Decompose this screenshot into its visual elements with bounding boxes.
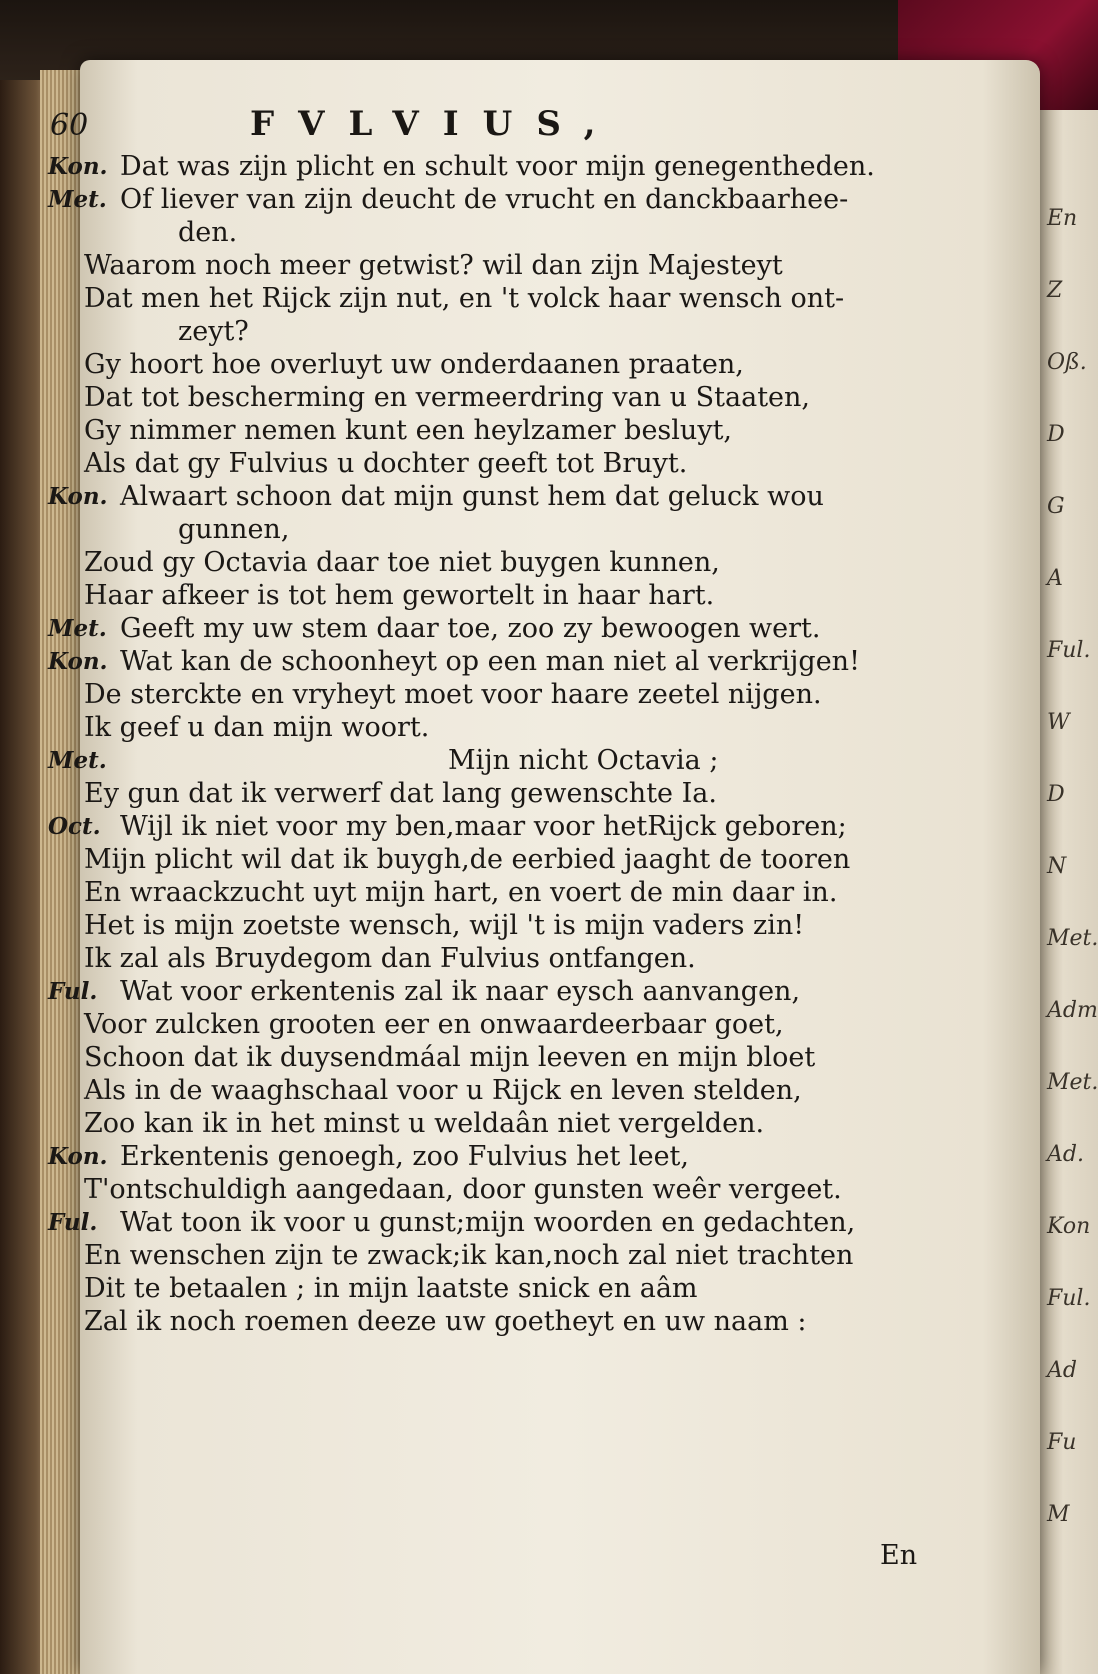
verse-text: gunnen, xyxy=(178,514,290,545)
speaker-label: Met. xyxy=(48,615,107,642)
text-line xyxy=(48,249,948,282)
facing-page-fragment: A xyxy=(1047,566,1063,591)
verse-text: den. xyxy=(178,217,238,248)
verse-text: Zoo kan ik in het minst u weldaân niet vergelden. xyxy=(84,1108,765,1139)
facing-page-fragment: Ad xyxy=(1047,1358,1077,1383)
text-line xyxy=(48,1041,948,1074)
verse-text: Als dat gy Fulvius u dochter geeft tot Bruyt. xyxy=(84,448,688,479)
text-line xyxy=(48,150,948,183)
text-line xyxy=(48,612,948,645)
facing-page-fragment: D xyxy=(1047,422,1065,447)
play-text xyxy=(48,150,948,1338)
text-line xyxy=(48,183,948,216)
facing-page-fragment: Ful. xyxy=(1047,638,1091,663)
verse-text: Wijl ik niet voor my ben,maar voor hetRijck geboren; xyxy=(120,811,847,842)
text-line xyxy=(48,480,948,513)
text-line xyxy=(48,381,948,414)
text-line xyxy=(48,282,948,315)
facing-page-fragment: M xyxy=(1047,1502,1070,1527)
verse-text: Gy nimmer nemen kunt een heylzamer besluyt, xyxy=(84,415,732,446)
verse-text: Als in de waaghschaal voor u Rijck en leven stelden, xyxy=(84,1075,802,1106)
facing-page-fragment: N xyxy=(1047,854,1067,879)
speaker-label: Met. xyxy=(48,186,107,213)
facing-page-fragment: Z xyxy=(1047,278,1063,303)
text-line xyxy=(48,777,948,810)
speaker-label: Kon. xyxy=(48,648,108,675)
facing-page-fragment: Met. xyxy=(1047,926,1098,951)
text-line xyxy=(48,216,948,249)
running-title: FVLVIUS, xyxy=(250,104,620,144)
speaker-label: Kon. xyxy=(48,153,108,180)
text-line xyxy=(48,942,948,975)
facing-page-fragment: Ad. xyxy=(1047,1142,1084,1167)
facing-page-fragment: W xyxy=(1047,710,1070,735)
text-line xyxy=(48,1107,948,1140)
text-line xyxy=(48,645,948,678)
running-head xyxy=(50,104,750,148)
speaker-label: Oct. xyxy=(48,813,101,840)
text-line xyxy=(48,909,948,942)
facing-page-fragment: En xyxy=(1047,206,1078,231)
text-line xyxy=(48,1272,948,1305)
verse-text: Mijn nicht Octavia ; xyxy=(448,745,719,776)
text-line xyxy=(48,1008,948,1041)
facing-page-fragment: Oß. xyxy=(1047,350,1087,375)
speaker-label: Met. xyxy=(48,747,107,774)
verse-text: Dat men het Rijck zijn nut, en 't volck haar wensch ont- xyxy=(84,283,845,314)
text-line xyxy=(48,1206,948,1239)
verse-text: En wenschen zijn te zwack;ik kan,noch zal niet trachten xyxy=(84,1240,854,1271)
text-line xyxy=(48,414,948,447)
verse-text: zeyt? xyxy=(178,316,249,347)
verse-text: Zal ik noch roemen deeze uw goetheyt en uw naam : xyxy=(84,1306,807,1337)
text-line xyxy=(48,315,948,348)
verse-text: Het is mijn zoetste wensch, wijl 't is mijn vaders zin! xyxy=(84,910,805,941)
verse-text: Dit te betaalen ; in mijn laatste snick en aâm xyxy=(84,1273,698,1304)
verse-text: Waarom noch meer getwist? wil dan zijn Majesteyt xyxy=(84,250,783,281)
text-line xyxy=(48,843,948,876)
verse-text: Schoon dat ik duysendmáal mijn leeven en mijn bloet xyxy=(84,1042,816,1073)
facing-page-fragment: D xyxy=(1047,782,1065,807)
text-line xyxy=(48,678,948,711)
verse-text: Alwaart schoon dat mijn gunst hem dat geluck wou xyxy=(120,481,824,512)
facing-page-fragment: G xyxy=(1047,494,1065,519)
verse-text: Wat toon ik voor u gunst;mijn woorden en gedachten, xyxy=(120,1207,856,1238)
text-line xyxy=(48,1140,948,1173)
page-number: 60 xyxy=(50,108,89,143)
verse-text: T'ontschuldigh aangedaan, door gunsten weêr vergeet. xyxy=(84,1174,842,1205)
verse-text: Mijn plicht wil dat ik buygh,de eerbied jaaght de tooren xyxy=(84,844,851,875)
verse-text: Zoud gy Octavia daar toe niet buygen kunnen, xyxy=(84,547,720,578)
verse-text: Haar afkeer is tot hem gewortelt in haar hart. xyxy=(84,580,715,611)
text-line xyxy=(48,1074,948,1107)
facing-page xyxy=(1035,110,1098,1674)
facing-page-fragment: Met. xyxy=(1047,1070,1098,1095)
text-line xyxy=(48,711,948,744)
text-line xyxy=(48,348,948,381)
verse-text: De sterckte en vryheyt moet voor haare zeetel nijgen. xyxy=(84,679,822,710)
text-line xyxy=(48,579,948,612)
verse-text: Erkentenis genoegh, zoo Fulvius het leet, xyxy=(120,1141,689,1172)
speaker-label: Ful. xyxy=(48,1209,98,1236)
text-line xyxy=(48,1239,948,1272)
verse-text: Ey gun dat ik verwerf dat lang gewenschte Ia. xyxy=(84,778,717,809)
verse-text: Wat kan de schoonheyt op een man niet al verkrijgen! xyxy=(120,646,860,677)
text-line xyxy=(48,876,948,909)
verse-text: Ik zal als Bruydegom dan Fulvius ontfangen. xyxy=(84,943,696,974)
verse-text: En wraackzucht uyt mijn hart, en voert de min daar in. xyxy=(84,877,838,908)
verse-text: Gy hoort hoe overluyt uw onderdaanen praaten, xyxy=(84,349,744,380)
facing-page-fragment: Adm xyxy=(1047,998,1098,1023)
text-line xyxy=(48,546,948,579)
speaker-label: Kon. xyxy=(48,1143,108,1170)
verse-text: Dat tot bescherming en vermeerdring van u Staaten, xyxy=(84,382,810,413)
text-line xyxy=(48,513,948,546)
verse-text: Geeft my uw stem daar toe, zoo zy bewoogen wert. xyxy=(120,613,821,644)
facing-page-fragment: Kon xyxy=(1047,1214,1091,1239)
facing-page-fragment: Fu xyxy=(1047,1430,1077,1455)
verse-text: Voor zulcken grooten eer en onwaardeerbaar goet, xyxy=(84,1009,784,1040)
speaker-label: Kon. xyxy=(48,483,108,510)
facing-page-fragment: Ful. xyxy=(1047,1286,1091,1311)
catchword: En xyxy=(880,1540,918,1571)
text-line xyxy=(48,1173,948,1206)
speaker-label: Ful. xyxy=(48,978,98,1005)
text-line xyxy=(48,975,948,1008)
text-line xyxy=(48,810,948,843)
text-line xyxy=(48,447,948,480)
text-line xyxy=(48,1305,948,1338)
text-line xyxy=(48,744,948,777)
verse-text: Dat was zijn plicht en schult voor mijn genegentheden. xyxy=(120,151,875,182)
verse-text: Ik geef u dan mijn woort. xyxy=(84,712,430,743)
verse-text: Of liever van zijn deucht de vrucht en danckbaarhee- xyxy=(120,184,849,215)
verse-text: Wat voor erkentenis zal ik naar eysch aanvangen, xyxy=(120,976,801,1007)
